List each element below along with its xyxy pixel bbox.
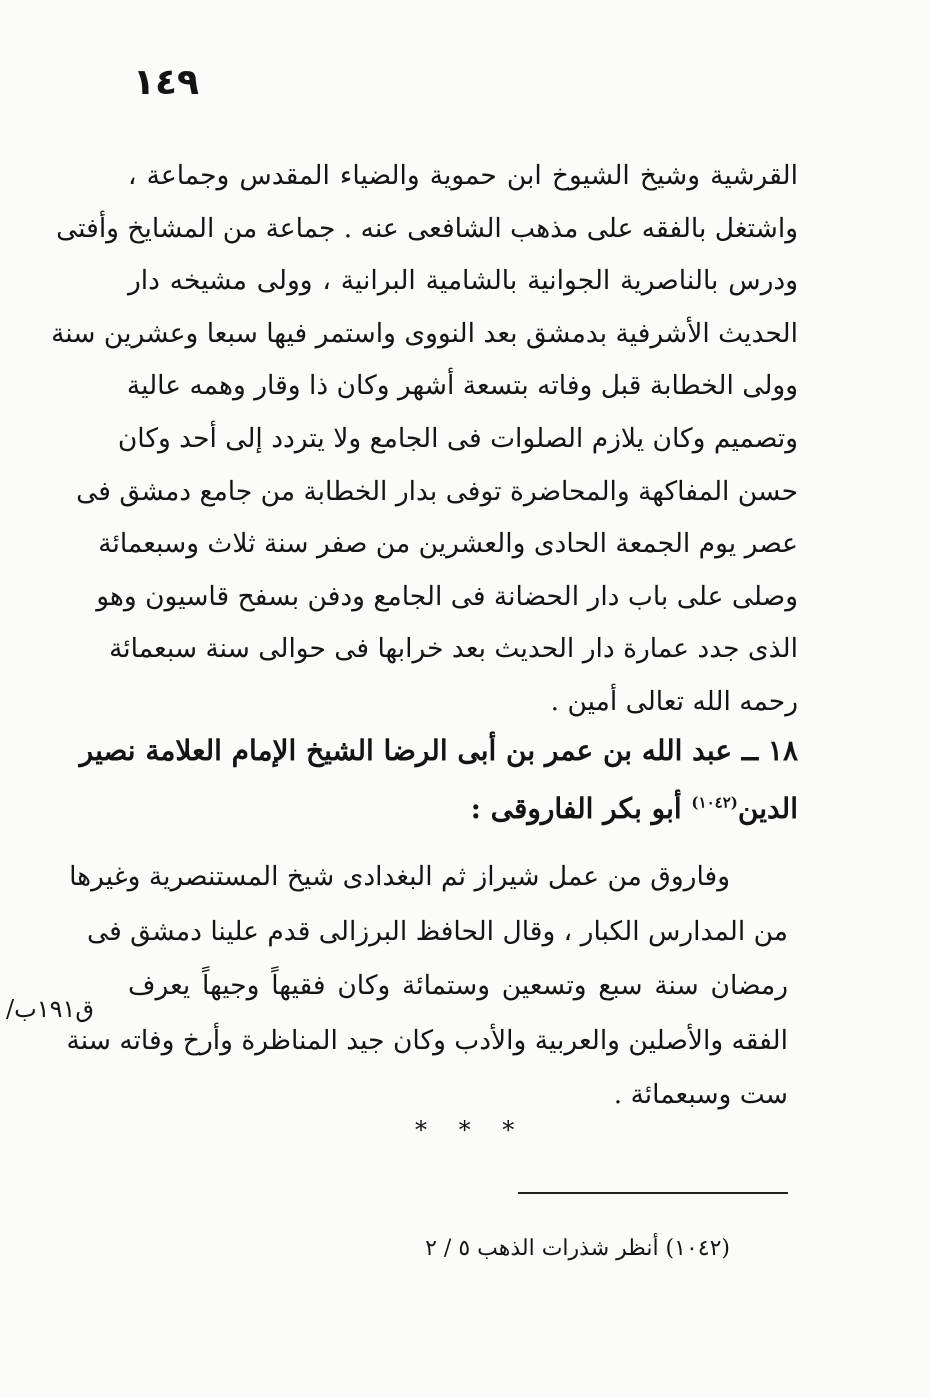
heading-word: أبو بكر الفاروقى : <box>470 792 682 825</box>
text-line: الحديث الأشرفية بدمشق بعد النووى واستمر فيها سبعا وعشرين سنة <box>51 317 798 349</box>
footnote: (١٠٤٢) أنظر شذرات الذهب ٥ / ٢ <box>425 1236 730 1261</box>
text-line: ودرس بالناصرية الجوانية بالشامية البرانية ، وولى مشيخه دار <box>128 265 798 297</box>
page-number: ١٤٩ <box>133 62 199 103</box>
text-line: حسن المفاكهة والمحاضرة توفى بدار الخطابة من جامع دمشق فى <box>76 475 798 507</box>
footnote-reference: (١٠٤٢) <box>691 793 738 812</box>
text-line: الفقه والأصلين والعربية والأدب وكان جيد المناظرة وأرخ وفاته سنة <box>66 1024 788 1056</box>
main-paragraph <box>51 150 798 729</box>
text-line: الذى جدد عمارة دار الحديث بعد خرابها فى حوالى سنة سبعمائة <box>109 633 798 665</box>
text-line: وتصميم وكان يلازم الصلوات فى الجامع ولا يتردد إلى أحد وكان <box>117 422 798 454</box>
text-line: رمضان سنة سبع وتسعين وستمائة وكان فقيهاً وجيهاً يعرف <box>128 970 788 1001</box>
manuscript-folio-note: ق١٩١ب/ <box>6 995 94 1023</box>
text-line: القرشية وشيخ الشيوخ ابن حموية والضياء المقدس وجماعة ، <box>128 160 798 191</box>
heading-line <box>128 780 798 838</box>
entry-heading <box>79 722 798 838</box>
text-line: ست وسبعمائة . <box>613 1079 788 1110</box>
text-line: من المدارس الكبار ، وقال الحافظ البرزالى قدم علينا دمشق فى <box>86 915 788 947</box>
text-line: وولى الخطابة قبل وفاته بتسعة أشهر وكان ذا وقار وهمه عالية <box>126 370 798 402</box>
heading-line: ١٨ ــ عبد الله بن عمر بن أبى الرضا الشيخ الإمام العلامة نصير <box>79 734 798 767</box>
heading-word: الدين <box>737 792 798 825</box>
entry-paragraph <box>66 850 788 1123</box>
text-line: عصر يوم الجمعة الحادى والعشرين من صفر سنة ثلاث وسبعمائة <box>98 528 798 560</box>
text-line: واشتغل بالفقه على مذهب الشافعى عنه . جماعة من المشايخ وأفتى <box>56 212 798 244</box>
text-line: رحمه الله تعالى أمين . <box>550 685 798 717</box>
section-separator: * * * <box>415 1116 527 1144</box>
text-line: وصلى على باب دار الحضانة فى الجامع ودفن بسفح قاسيون وهو <box>96 580 798 612</box>
text-line: وفاروق من عمل شيراز ثم البغدادى شيخ المستنصرية وغيرها <box>69 861 730 892</box>
footnote-divider <box>518 1192 788 1194</box>
